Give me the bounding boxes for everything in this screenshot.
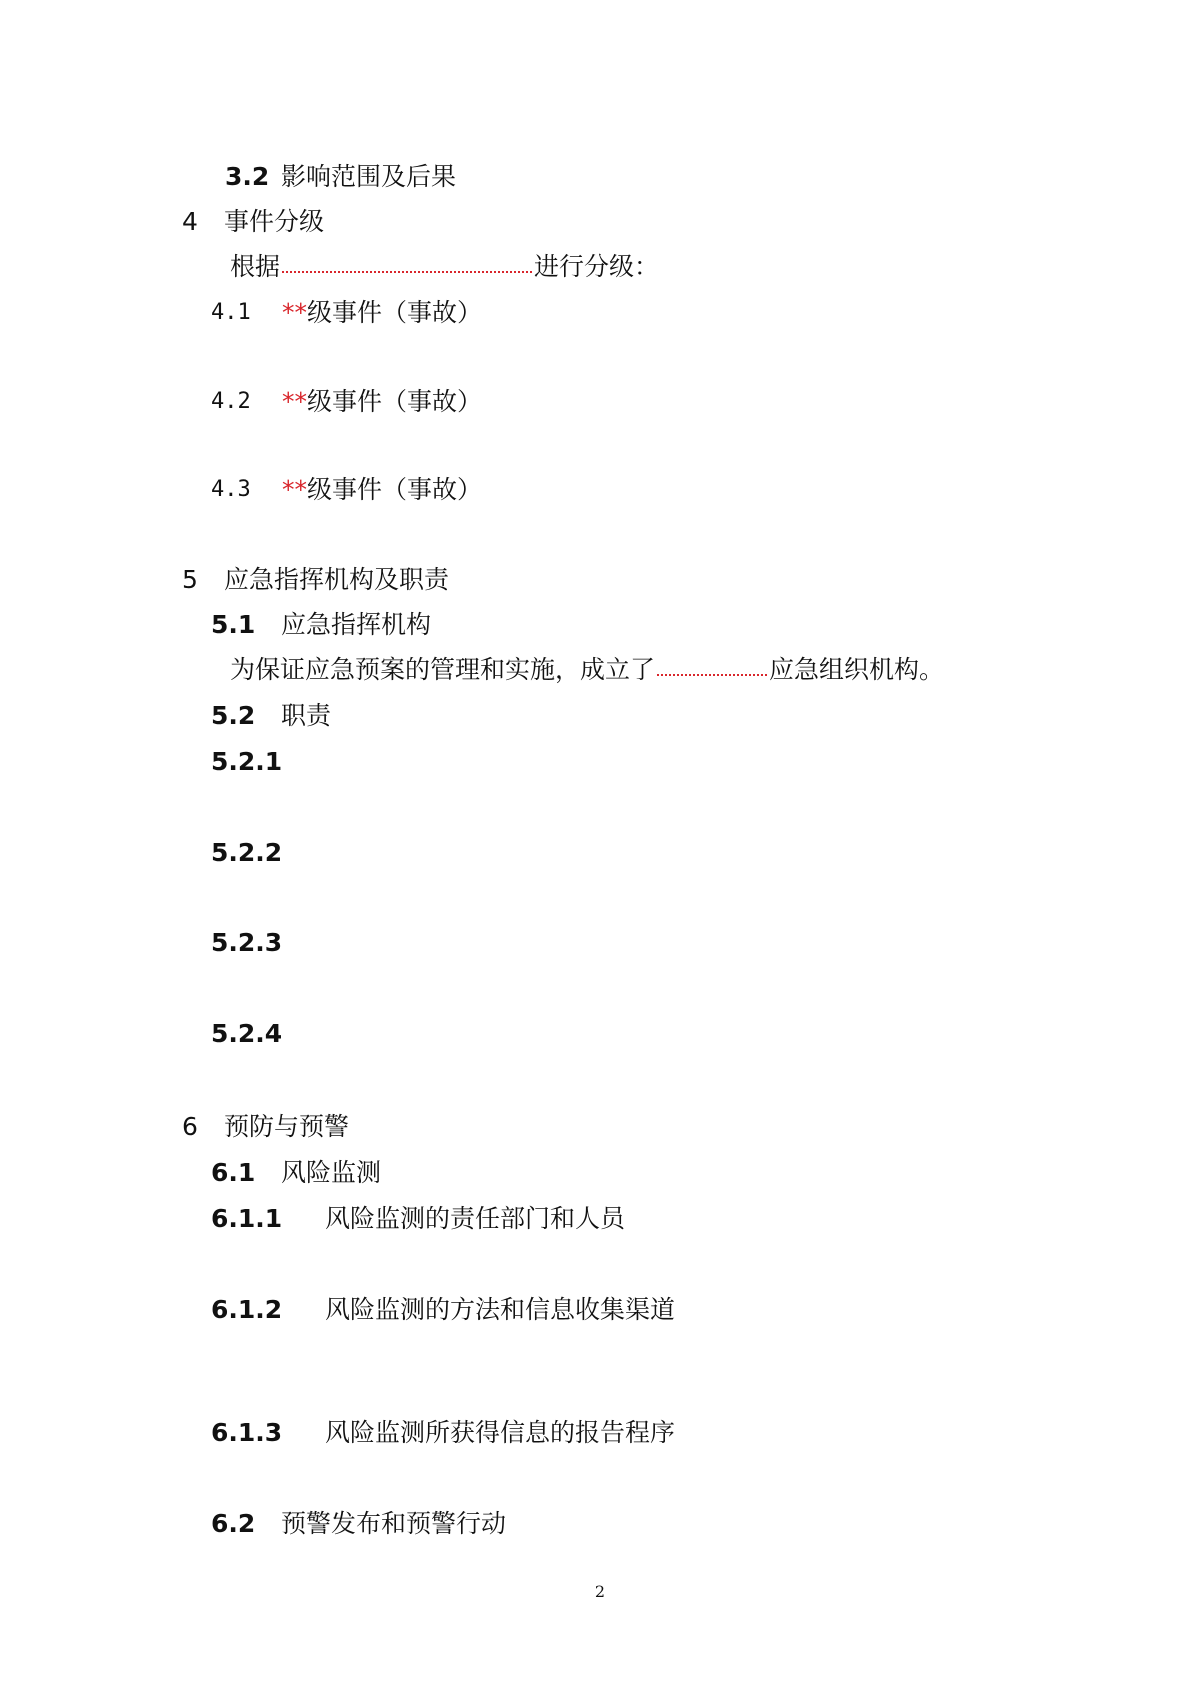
paragraph-text: 为保证应急预案的管理和实施，成立了 [230,655,656,684]
heading-number: 4 [182,207,198,236]
heading-number: 6.2 [211,1509,256,1538]
heading-title-text: 级事件（事故） [307,387,483,416]
heading-number: 6.1 [211,1158,256,1187]
heading-title: 风险监测的责任部门和人员 [325,1204,626,1233]
heading-number: 3.2 [225,162,270,191]
heading-title: 事件分级 [224,207,325,236]
heading-title: 预防与预警 [224,1112,350,1141]
paragraph-org [230,655,944,685]
heading-title-text: 级事件（事故） [307,475,483,504]
heading-title: 职责 [281,701,332,730]
heading-number: 5.2.1 [211,747,283,776]
placeholder-level: ** [282,475,307,504]
placeholder-dots [282,267,532,273]
heading-number: 6 [182,1112,198,1141]
heading-title [282,387,482,417]
heading-number: 5.2.3 [211,928,283,957]
heading-title: 应急指挥机构 [281,610,432,639]
heading-title: 预警发布和预警行动 [281,1509,507,1538]
heading-number: 5.2.4 [211,1019,283,1048]
placeholder-dots [657,670,767,676]
heading-number: 6.1.2 [211,1295,283,1324]
paragraph-text: 应急组织机构。 [769,655,945,684]
heading-number: 5.1 [211,610,256,639]
paragraph-grading-basis [230,252,659,282]
heading-number: 4.1 [211,300,251,325]
heading-number: 4.3 [211,477,251,502]
placeholder-level: ** [282,298,307,327]
page-number: 2 [594,1582,606,1601]
heading-title: 风险监测所获得信息的报告程序 [325,1418,676,1447]
heading-title [282,475,482,505]
heading-title: 风险监测的方法和信息收集渠道 [325,1295,676,1324]
heading-title-text: 级事件（事故） [307,298,483,327]
heading-number: 6.1.1 [211,1204,283,1233]
heading-title [282,298,482,328]
heading-title: 影响范围及后果 [281,162,457,191]
heading-number: 5 [182,565,198,594]
heading-number: 5.2.2 [211,838,283,867]
placeholder-level: ** [282,387,307,416]
paragraph-text: 根据 [230,252,281,281]
heading-number: 5.2 [211,701,256,730]
paragraph-text: 进行分级： [534,252,660,281]
heading-number: 6.1.3 [211,1418,283,1447]
heading-title: 风险监测 [281,1158,382,1187]
heading-number: 4.2 [211,389,251,414]
heading-title: 应急指挥机构及职责 [224,565,450,594]
